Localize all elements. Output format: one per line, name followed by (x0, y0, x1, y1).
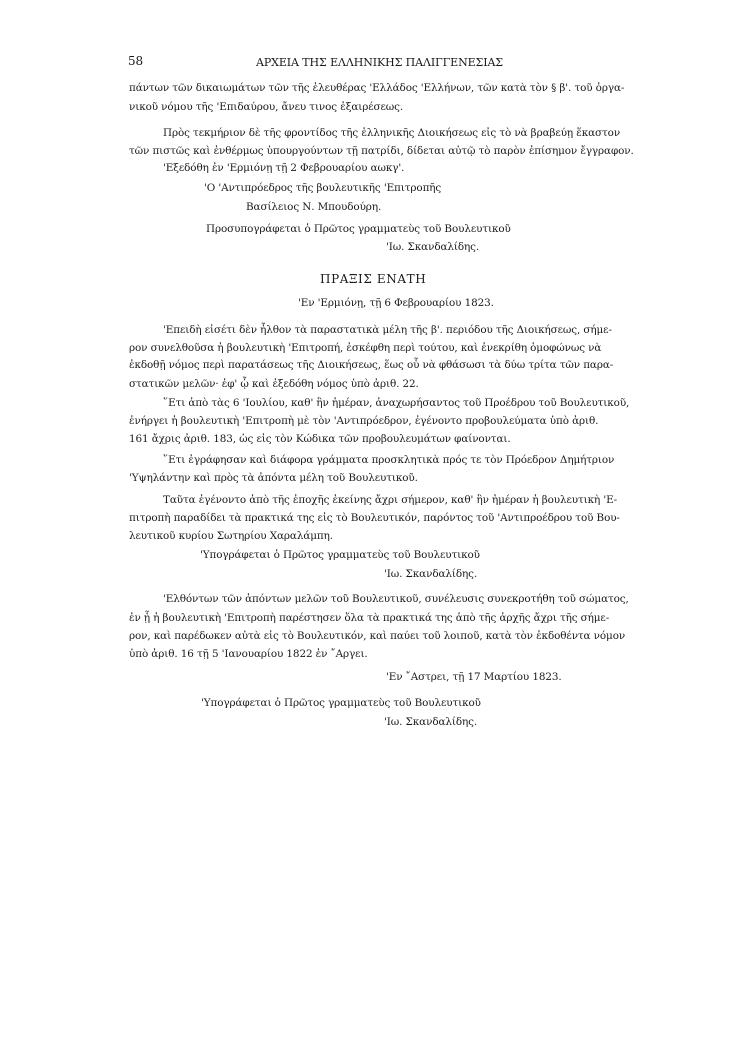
section-title: ΠΡΑΞΙΣ ΕΝΑΤΗ (320, 272, 427, 286)
para2-line-1: ῞Ετι ἀπὸ τὰς 6 'Ιουλίου, καθ' ἣν ἡμέραν, ἀναχωρήσαντος τοῦ Προέδρου τοῦ Βουλευτικοῦ, (163, 397, 630, 409)
section-dateline-2: 'Εν ῎Αστρει, τῇ 17 Μαρτίου 1823. (386, 671, 562, 683)
section-dateline: 'Εν 'Ερμιόνῃ, τῇ 6 Φεβρουαρίου 1823. (298, 297, 494, 309)
para1-line-2: ρον συνελθοῦσα ἡ βουλευτικὴ 'Επιτροπή, ἐσκέφθη περὶ τούτου, καὶ ἐνεκρίθη ὁμοφώνως νὰ (129, 342, 602, 354)
para1-line-1: 'Επειδὴ εἰσέτι δὲν ἦλθον τὰ παραστατικὰ μέλη τῆς β'. περιόδου τῆς Διοικήσεως, σήμε- (163, 324, 612, 336)
para4-line-1: Ταῦτα ἐγένοντο ἀπὸ τῆς ἐποχῆς ἐκείνης ἄχρι σήμερον, καθ' ἣν ἡμέραν ἡ βουλευτικὴ 'Ε- (163, 494, 617, 506)
running-title: ΑΡΧΕΙΑ ΤΗΣ ΕΛΛΗΝΙΚΗΣ ΠΑΛΙΓΓΕΝΕΣΙΑΣ (256, 56, 503, 69)
para1-line-3: ἐκδοθῇ νόμος περὶ παρατάσεως τῆς Διοικήσεως, ἕως οὗ νὰ φθάσωσι τὰ δύω τρίτα τῶν παρα- (129, 359, 614, 371)
sign1-line: 'Υπογράφεται ὁ Πρῶτος γραμματεὺς τοῦ Βουλευτικοῦ (200, 549, 480, 561)
para2-line-3: 161 ἄχρις ἀριθ. 183, ὡς εἰς τὸν Κώδικα τῶν προβουλευμάτων φαίνονται. (129, 433, 511, 445)
para3-line-2: 'Υψηλάντην καὶ πρὸς τὰ ἀπόντα μέλη τοῦ Βουλευτικοῦ. (129, 472, 418, 484)
para1-line-4: στατικῶν μελῶν· ἐφ' ᾧ καὶ ἐξεδόθη νόμος ὑπὸ ἀριθ. 22. (129, 378, 419, 390)
issue-date-line: 'Εξεδόθη ἐν 'Ερμιόνῃ τῇ 2 Φεβρουαρίου αωκγ'. (163, 162, 405, 174)
intro-line-1: πάντων τῶν δικαιωμάτων τῶν τῆς ἐλευθέρας 'Ελλάδος 'Ελλήνων, τῶν κατὰ τὸν § β'. τοῦ ὀργα- (129, 82, 625, 94)
para4-line-2: πιτροπὴ παραδίδει τὰ πρακτικά της εἰς τὸ Βουλευτικόν, παρόντος τοῦ 'Αντιπροέδρου τοῦ Βου- (129, 512, 620, 524)
para5-line-4: ὑπὸ ἀριθ. 16 τῇ 5 'Ιανουαρίου 1822 ἐν ῎Αργει. (129, 648, 368, 660)
signatory-name: Βασίλειος Ν. Μπουδούρη. (246, 201, 382, 213)
countersign-line: Προσυπογράφεται ὁ Πρῶτος γραμματεὺς τοῦ Βουλευτικοῦ (206, 223, 511, 235)
page-number: 58 (128, 54, 144, 68)
para5-line-3: ρον, καὶ παρέδωκεν αὐτὰ εἰς τὸ Βουλευτικόν, καὶ παύει τοῦ λοιποῦ, κατὰ τὸν ἐκδοθέντα νόμον (129, 630, 626, 642)
para5-line-1: 'Ελθόντων τῶν ἀπόντων μελῶν τοῦ Βουλευτικοῦ, συνέλευσις συνεκροτήθη τοῦ σώματος, (163, 593, 629, 605)
para2-line-2: ἐνήργει ἡ βουλευτικὴ 'Επιτροπὴ μὲ τὸν 'Αντιπρόεδρον, ἐγένοντο προβουλεύματα ὑπὸ ἀριθ. (129, 415, 599, 427)
para5-line-2: ἐν ᾗ ἡ βουλευτικὴ 'Επιτροπὴ παρέστησεν ὅλα τὰ πρακτικά της ἀπὸ τῆς ἀρχῆς ἄχρι τῆς σήμε- (129, 612, 610, 624)
sign2-name: 'Ιω. Σκανδαλίδης. (384, 716, 478, 728)
sign1-name: 'Ιω. Σκανδαλίδης. (384, 568, 478, 580)
countersign-name: 'Ιω. Σκανδαλίδης. (386, 241, 480, 253)
signatory-title: 'Ο 'Αντιπρόεδρος τῆς βουλευτικῆς 'Επιτροπῆς (204, 182, 442, 194)
sign2-line: 'Υπογράφεται ὁ Πρῶτος γραμματεὺς τοῦ Βουλευτικοῦ (201, 697, 481, 709)
intro-line-3: Πρὸς τεκμήριον δὲ τῆς φροντίδος τῆς ἑλληνικῆς Διοικήσεως εἰς τὸ νὰ βραβεύῃ ἕκαστον (163, 127, 621, 139)
para3-line-1: ῞Ετι ἐγράφησαν καὶ διάφορα γράμματα προσκλητικὰ πρός τε τὸν Πρόεδρον Δημήτριον (163, 454, 615, 466)
intro-line-2: νικοῦ νόμου τῆς 'Επιδαύρου, ἄνευ τινος ἐξαιρέσεως. (129, 101, 404, 113)
para4-line-3: λευτικοῦ κυρίου Σωτηρίου Χαραλάμπη. (129, 530, 333, 542)
intro-line-4: τῶν πιστῶς καὶ ἐνθέρμως ὑπουργούντων τῇ πατρίδι, δίδεται αὐτῷ τὸ παρὸν ἐπίσημον ἔγγραφον. (129, 145, 634, 157)
